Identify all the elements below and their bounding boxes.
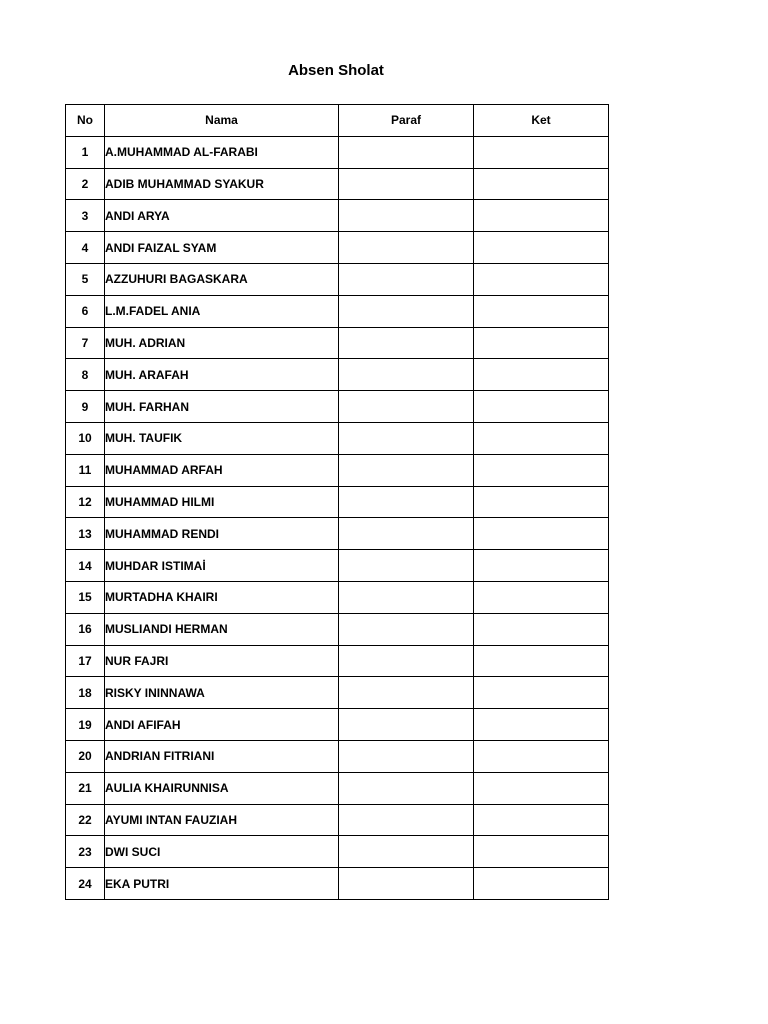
student-name: A.MUHAMMAD AL-FARABI bbox=[105, 136, 339, 168]
ket-cell bbox=[474, 486, 609, 518]
ket-cell bbox=[474, 804, 609, 836]
paraf-cell bbox=[339, 295, 474, 327]
row-number: 12 bbox=[66, 486, 105, 518]
student-name: MUHAMMAD HILMI bbox=[105, 486, 339, 518]
ket-cell bbox=[474, 359, 609, 391]
table-row bbox=[66, 359, 609, 391]
row-number: 22 bbox=[66, 804, 105, 836]
table-row bbox=[66, 327, 609, 359]
ket-cell bbox=[474, 391, 609, 423]
ket-cell bbox=[474, 613, 609, 645]
paraf-cell bbox=[339, 518, 474, 550]
table-row bbox=[66, 550, 609, 582]
row-number: 13 bbox=[66, 518, 105, 550]
paraf-cell bbox=[339, 550, 474, 582]
row-number: 19 bbox=[66, 709, 105, 741]
ket-cell bbox=[474, 136, 609, 168]
student-name: MUH. FARHAN bbox=[105, 391, 339, 423]
student-name: MUHAMMAD RENDI bbox=[105, 518, 339, 550]
ket-cell bbox=[474, 677, 609, 709]
row-number: 23 bbox=[66, 836, 105, 868]
row-number: 5 bbox=[66, 263, 105, 295]
ket-cell bbox=[474, 740, 609, 772]
paraf-cell bbox=[339, 677, 474, 709]
row-number: 6 bbox=[66, 295, 105, 327]
paraf-cell bbox=[339, 359, 474, 391]
row-number: 9 bbox=[66, 391, 105, 423]
column-header-ket: Ket bbox=[474, 105, 609, 137]
ket-cell bbox=[474, 581, 609, 613]
paraf-cell bbox=[339, 804, 474, 836]
student-name: EKA PUTRI bbox=[105, 868, 339, 900]
student-name: MURTADHA KHAIRI bbox=[105, 581, 339, 613]
row-number: 10 bbox=[66, 422, 105, 454]
table-row bbox=[66, 422, 609, 454]
row-number: 7 bbox=[66, 327, 105, 359]
student-name: MUHAMMAD ARFAH bbox=[105, 454, 339, 486]
header-row bbox=[66, 105, 609, 137]
table-row bbox=[66, 613, 609, 645]
ket-cell bbox=[474, 232, 609, 264]
table-row bbox=[66, 740, 609, 772]
paraf-cell bbox=[339, 327, 474, 359]
ket-cell bbox=[474, 550, 609, 582]
paraf-cell bbox=[339, 868, 474, 900]
student-name: MUHDAR ISTIMAİ bbox=[105, 550, 339, 582]
student-name: MUH. TAUFIK bbox=[105, 422, 339, 454]
paraf-cell bbox=[339, 772, 474, 804]
paraf-cell bbox=[339, 613, 474, 645]
row-number: 20 bbox=[66, 740, 105, 772]
page-title: Absen Sholat bbox=[288, 62, 384, 79]
student-name: AULIA KHAIRUNNISA bbox=[105, 772, 339, 804]
paraf-cell bbox=[339, 200, 474, 232]
paraf-cell bbox=[339, 232, 474, 264]
student-name: L.M.FADEL ANIA bbox=[105, 295, 339, 327]
ket-cell bbox=[474, 868, 609, 900]
row-number: 21 bbox=[66, 772, 105, 804]
table-row bbox=[66, 168, 609, 200]
student-name: AZZUHURI BAGASKARA bbox=[105, 263, 339, 295]
student-name: ANDI AFIFAH bbox=[105, 709, 339, 741]
paraf-cell bbox=[339, 709, 474, 741]
table-row bbox=[66, 581, 609, 613]
row-number: 11 bbox=[66, 454, 105, 486]
table-row bbox=[66, 709, 609, 741]
column-header-no: No bbox=[66, 105, 105, 137]
paraf-cell bbox=[339, 454, 474, 486]
table-body bbox=[66, 136, 609, 899]
row-number: 1 bbox=[66, 136, 105, 168]
table-row bbox=[66, 868, 609, 900]
ket-cell bbox=[474, 168, 609, 200]
ket-cell bbox=[474, 422, 609, 454]
paraf-cell bbox=[339, 581, 474, 613]
table-row bbox=[66, 232, 609, 264]
ket-cell bbox=[474, 709, 609, 741]
row-number: 8 bbox=[66, 359, 105, 391]
paraf-cell bbox=[339, 836, 474, 868]
ket-cell bbox=[474, 454, 609, 486]
table-header bbox=[66, 105, 609, 137]
table-row bbox=[66, 677, 609, 709]
table-row bbox=[66, 486, 609, 518]
row-number: 17 bbox=[66, 645, 105, 677]
row-number: 15 bbox=[66, 581, 105, 613]
ket-cell bbox=[474, 295, 609, 327]
row-number: 2 bbox=[66, 168, 105, 200]
row-number: 14 bbox=[66, 550, 105, 582]
student-name: RISKY ININNAWA bbox=[105, 677, 339, 709]
paraf-cell bbox=[339, 391, 474, 423]
ket-cell bbox=[474, 836, 609, 868]
paraf-cell bbox=[339, 740, 474, 772]
table-row bbox=[66, 518, 609, 550]
row-number: 18 bbox=[66, 677, 105, 709]
paraf-cell bbox=[339, 645, 474, 677]
table-row bbox=[66, 645, 609, 677]
row-number: 16 bbox=[66, 613, 105, 645]
ket-cell bbox=[474, 772, 609, 804]
student-name: ANDRIAN FITRIANI bbox=[105, 740, 339, 772]
table-row bbox=[66, 295, 609, 327]
paraf-cell bbox=[339, 168, 474, 200]
table-row bbox=[66, 836, 609, 868]
table-row bbox=[66, 772, 609, 804]
paraf-cell bbox=[339, 486, 474, 518]
table-row bbox=[66, 804, 609, 836]
paraf-cell bbox=[339, 136, 474, 168]
student-name: ANDI FAIZAL SYAM bbox=[105, 232, 339, 264]
ket-cell bbox=[474, 645, 609, 677]
row-number: 3 bbox=[66, 200, 105, 232]
ket-cell bbox=[474, 327, 609, 359]
ket-cell bbox=[474, 200, 609, 232]
attendance-table bbox=[65, 104, 609, 900]
ket-cell bbox=[474, 263, 609, 295]
table-row bbox=[66, 454, 609, 486]
student-name: NUR FAJRI bbox=[105, 645, 339, 677]
table-row bbox=[66, 263, 609, 295]
student-name: ANDI ARYA bbox=[105, 200, 339, 232]
column-header-paraf: Paraf bbox=[339, 105, 474, 137]
student-name: ADIB MUHAMMAD SYAKUR bbox=[105, 168, 339, 200]
table-row bbox=[66, 136, 609, 168]
student-name: MUH. ARAFAH bbox=[105, 359, 339, 391]
paraf-cell bbox=[339, 422, 474, 454]
student-name: MUH. ADRIAN bbox=[105, 327, 339, 359]
row-number: 4 bbox=[66, 232, 105, 264]
table-row bbox=[66, 200, 609, 232]
student-name: AYUMI INTAN FAUZIAH bbox=[105, 804, 339, 836]
ket-cell bbox=[474, 518, 609, 550]
row-number: 24 bbox=[66, 868, 105, 900]
paraf-cell bbox=[339, 263, 474, 295]
column-header-nama: Nama bbox=[105, 105, 339, 137]
student-name: DWI SUCI bbox=[105, 836, 339, 868]
table-row bbox=[66, 391, 609, 423]
student-name: MUSLIANDI HERMAN bbox=[105, 613, 339, 645]
